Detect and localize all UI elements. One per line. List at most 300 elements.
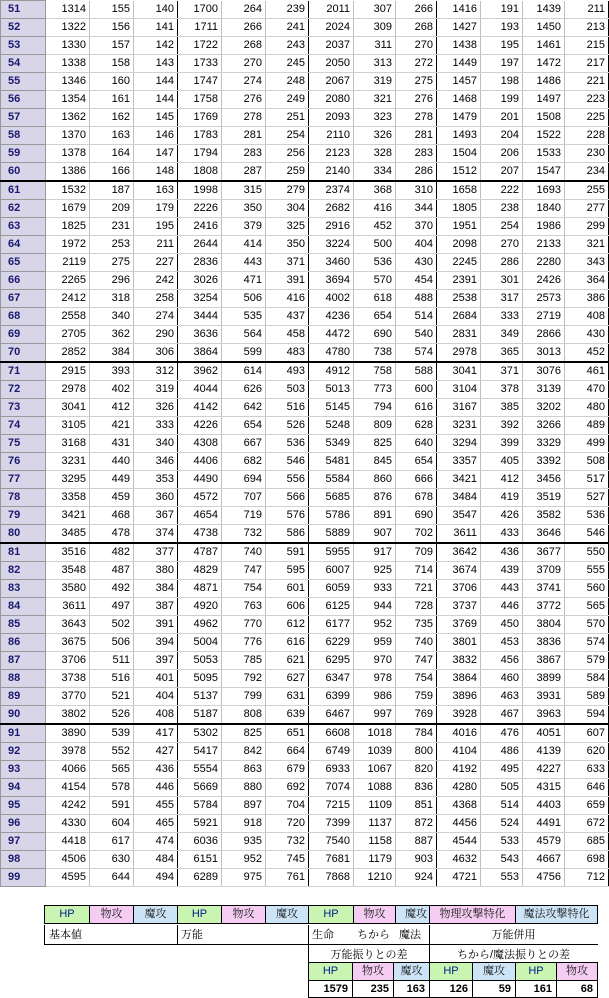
stat-cell[interactable]: 471 [222,272,266,290]
stat-cell[interactable]: 453 [481,634,523,652]
stat-cell[interactable]: 5349 [309,435,354,453]
stat-cell[interactable]: 6467 [309,706,354,725]
stat-cell[interactable]: 266 [396,1,437,19]
stat-cell[interactable]: 371 [481,362,523,381]
stat-cell[interactable]: 880 [222,779,266,797]
header-base-hp[interactable]: HP [44,905,90,924]
stat-cell[interactable]: 217 [565,55,609,73]
stat-cell[interactable]: 163 [134,181,178,200]
stat-cell[interactable]: 6749 [309,743,354,761]
stat-cell[interactable]: 397 [134,652,178,670]
stat-cell[interactable]: 4227 [523,761,565,779]
header-versatile-hp[interactable]: HP [177,905,222,924]
level-cell[interactable]: 67 [1,290,46,308]
stat-cell[interactable]: 480 [565,399,609,417]
stat-cell[interactable]: 144 [134,91,178,109]
stat-cell[interactable]: 533 [481,833,523,851]
stat-cell[interactable]: 536 [565,507,609,525]
stat-cell[interactable]: 161 [90,91,134,109]
level-cell[interactable]: 69 [1,326,46,344]
stat-cell[interactable]: 556 [266,471,309,489]
stat-cell[interactable]: 539 [90,724,134,743]
stat-cell[interactable]: 4787 [178,543,222,562]
stat-cell[interactable]: 738 [354,344,396,363]
stat-cell[interactable]: 690 [396,507,437,525]
stat-cell[interactable]: 3772 [523,598,565,616]
stat-cell[interactable]: 2123 [309,145,354,163]
stat-cell[interactable]: 256 [266,145,309,163]
stat-cell[interactable]: 3421 [437,471,481,489]
stat-cell[interactable]: 446 [481,598,523,616]
level-cell[interactable]: 58 [1,127,46,145]
stat-cell[interactable]: 427 [134,743,178,761]
stat-cell[interactable]: 276 [396,91,437,109]
stat-cell[interactable]: 1314 [46,1,90,19]
stat-cell[interactable]: 4572 [178,489,222,507]
stat-cell[interactable]: 6007 [309,562,354,580]
level-cell[interactable]: 52 [1,19,46,37]
stat-cell[interactable]: 639 [266,706,309,725]
stat-cell[interactable]: 574 [565,634,609,652]
stat-cell[interactable]: 536 [266,435,309,453]
stat-cell[interactable]: 328 [354,145,396,163]
stat-cell[interactable]: 436 [481,543,523,562]
stat-cell[interactable]: 986 [354,688,396,706]
stat-cell[interactable]: 4192 [437,761,481,779]
stat-cell[interactable]: 319 [354,73,396,91]
stat-cell[interactable]: 628 [396,417,437,435]
stat-cell[interactable]: 747 [222,562,266,580]
stat-cell[interactable]: 5013 [309,381,354,399]
stat-cell[interactable]: 1450 [523,19,565,37]
stat-cell[interactable]: 1472 [523,55,565,73]
stat-cell[interactable]: 3864 [437,670,481,688]
stat-cell[interactable]: 4756 [523,869,565,887]
level-cell[interactable]: 68 [1,308,46,326]
level-cell[interactable]: 87 [1,652,46,670]
stat-cell[interactable]: 268 [396,19,437,37]
stat-cell[interactable]: 667 [222,435,266,453]
stat-cell[interactable]: 4871 [178,580,222,598]
stat-cell[interactable]: 4829 [178,562,222,580]
stat-cell[interactable]: 495 [481,761,523,779]
stat-cell[interactable]: 3931 [523,688,565,706]
stat-cell[interactable]: 2067 [309,73,354,91]
stat-cell[interactable]: 2644 [178,236,222,254]
stat-cell[interactable]: 4368 [437,797,481,815]
level-cell[interactable]: 78 [1,489,46,507]
stat-cell[interactable]: 443 [481,580,523,598]
stat-cell[interactable]: 584 [565,670,609,688]
stat-cell[interactable]: 578 [90,779,134,797]
stat-cell[interactable]: 560 [565,580,609,598]
stat-cell[interactable]: 3485 [46,525,90,544]
stat-cell[interactable]: 2374 [309,181,354,200]
stat-cell[interactable]: 392 [481,417,523,435]
stat-cell[interactable]: 4780 [309,344,354,363]
stat-cell[interactable]: 3224 [309,236,354,254]
stat-cell[interactable]: 1386 [46,163,90,182]
stat-cell[interactable]: 290 [134,326,178,344]
stat-cell[interactable]: 732 [266,833,309,851]
level-cell[interactable]: 71 [1,362,46,381]
stat-cell[interactable]: 489 [565,417,609,435]
stat-cell[interactable]: 1378 [46,145,90,163]
stat-cell[interactable]: 1354 [46,91,90,109]
stat-cell[interactable]: 3890 [46,724,90,743]
level-cell[interactable]: 81 [1,543,46,562]
stat-cell[interactable]: 690 [354,326,396,344]
stat-cell[interactable]: 784 [396,724,437,743]
stat-cell[interactable]: 3202 [523,399,565,417]
stat-cell[interactable]: 714 [396,562,437,580]
stat-cell[interactable]: 591 [266,543,309,562]
stat-cell[interactable]: 944 [354,598,396,616]
stat-cell[interactable]: 5004 [178,634,222,652]
stat-cell[interactable]: 2226 [178,200,222,218]
stat-cell[interactable]: 412 [90,399,134,417]
stat-cell[interactable]: 616 [266,634,309,652]
stat-cell[interactable]: 1497 [523,91,565,109]
stat-cell[interactable]: 319 [134,381,178,399]
stat-cell[interactable]: 1998 [178,181,222,200]
stat-cell[interactable]: 517 [565,471,609,489]
stat-cell[interactable]: 248 [266,73,309,91]
stat-cell[interactable]: 3769 [437,616,481,634]
stat-cell[interactable]: 4738 [178,525,222,544]
stat-cell[interactable]: 195 [134,218,178,236]
stat-cell[interactable]: 344 [396,200,437,218]
stat-cell[interactable]: 384 [134,580,178,598]
stat-cell[interactable]: 148 [134,163,178,182]
stat-cell[interactable]: 2391 [437,272,481,290]
stat-cell[interactable]: 505 [481,779,523,797]
stat-cell[interactable]: 897 [222,797,266,815]
stat-cell[interactable]: 143 [134,55,178,73]
stat-cell[interactable]: 2412 [46,290,90,308]
stat-cell[interactable]: 279 [266,181,309,200]
level-cell[interactable]: 92 [1,743,46,761]
stat-cell[interactable]: 1794 [178,145,222,163]
stat-cell[interactable]: 386 [565,290,609,308]
stat-cell[interactable]: 631 [266,688,309,706]
level-cell[interactable]: 61 [1,181,46,200]
stat-cell[interactable]: 251 [266,109,309,127]
stat-cell[interactable]: 3770 [46,688,90,706]
stat-cell[interactable]: 140 [134,1,178,19]
header-physical-special[interactable]: 物理攻撃特化 [429,905,516,924]
stat-cell[interactable]: 2978 [46,381,90,399]
stat-cell[interactable]: 4308 [178,435,222,453]
stat-cell[interactable]: 419 [481,489,523,507]
stat-cell[interactable]: 227 [134,254,178,272]
stat-cell[interactable]: 222 [481,181,523,200]
stat-cell[interactable]: 614 [222,362,266,381]
stat-cell[interactable]: 492 [90,580,134,598]
stat-cell[interactable]: 276 [222,91,266,109]
level-cell[interactable]: 54 [1,55,46,73]
stat-cell[interactable]: 360 [134,489,178,507]
stat-cell[interactable]: 431 [90,435,134,453]
stat-cell[interactable]: 709 [396,543,437,562]
stat-cell[interactable]: 4506 [46,851,90,869]
stat-cell[interactable]: 275 [90,254,134,272]
stat-cell[interactable]: 1951 [437,218,481,236]
stat-cell[interactable]: 3709 [523,562,565,580]
stat-cell[interactable]: 241 [266,19,309,37]
stat-cell[interactable]: 7868 [309,869,354,887]
stat-cell[interactable]: 312 [134,362,178,381]
stat-cell[interactable]: 754 [222,580,266,598]
stat-cell[interactable]: 487 [90,562,134,580]
stat-cell[interactable]: 4154 [46,779,90,797]
stat-cell[interactable]: 333 [481,308,523,326]
stat-cell[interactable]: 334 [354,163,396,182]
stat-cell[interactable]: 2852 [46,344,90,363]
stat-cell[interactable]: 758 [354,362,396,381]
stat-cell[interactable]: 6177 [309,616,354,634]
stat-cell[interactable]: 274 [222,73,266,91]
stat-cell[interactable]: 3519 [523,489,565,507]
stat-cell[interactable]: 565 [565,598,609,616]
stat-cell[interactable]: 223 [565,91,609,109]
stat-cell[interactable]: 3460 [309,254,354,272]
stat-cell[interactable]: 1346 [46,73,90,91]
stat-cell[interactable]: 349 [481,326,523,344]
stat-cell[interactable]: 211 [565,1,609,19]
stat-cell[interactable]: 437 [266,308,309,326]
level-cell[interactable]: 90 [1,706,46,725]
stat-cell[interactable]: 527 [565,489,609,507]
stat-cell[interactable]: 546 [565,525,609,544]
stat-cell[interactable]: 4242 [46,797,90,815]
stat-cell[interactable]: 666 [396,471,437,489]
stat-cell[interactable]: 997 [354,706,396,725]
stat-cell[interactable]: 321 [354,91,396,109]
stat-cell[interactable]: 333 [134,417,178,435]
stat-cell[interactable]: 3611 [46,598,90,616]
level-cell[interactable]: 84 [1,598,46,616]
stat-cell[interactable]: 640 [396,435,437,453]
stat-cell[interactable]: 719 [222,507,266,525]
stat-cell[interactable]: 543 [481,851,523,869]
stat-cell[interactable]: 2093 [309,109,354,127]
stat-cell[interactable]: 147 [134,145,178,163]
stat-cell[interactable]: 408 [565,308,609,326]
stat-cell[interactable]: 187 [90,181,134,200]
stat-cell[interactable]: 536 [354,254,396,272]
stat-cell[interactable]: 925 [354,562,396,580]
stat-cell[interactable]: 3041 [437,362,481,381]
stat-cell[interactable]: 3456 [523,471,565,489]
stat-cell[interactable]: 4280 [437,779,481,797]
stat-cell[interactable]: 164 [90,145,134,163]
stat-cell[interactable]: 3231 [437,417,481,435]
stat-cell[interactable]: 4962 [178,616,222,634]
stat-cell[interactable]: 825 [222,724,266,743]
stat-cell[interactable]: 4315 [523,779,565,797]
stat-cell[interactable]: 483 [266,344,309,363]
stat-cell[interactable]: 3643 [46,616,90,634]
stat-cell[interactable]: 763 [222,598,266,616]
stat-cell[interactable]: 1370 [46,127,90,145]
stat-cell[interactable]: 258 [134,290,178,308]
stat-cell[interactable]: 377 [134,543,178,562]
stat-cell[interactable]: 761 [266,869,309,887]
stat-cell[interactable]: 2916 [309,218,354,236]
stat-cell[interactable]: 286 [396,163,437,182]
stat-cell[interactable]: 287 [222,163,266,182]
stat-cell[interactable]: 5784 [178,797,222,815]
level-cell[interactable]: 65 [1,254,46,272]
stat-cell[interactable]: 3105 [46,417,90,435]
stat-cell[interactable]: 494 [134,869,178,887]
stat-cell[interactable]: 272 [396,55,437,73]
stat-cell[interactable]: 325 [266,218,309,236]
stat-cell[interactable]: 773 [354,381,396,399]
stat-cell[interactable]: 350 [222,200,266,218]
diff-sm-magic-header[interactable]: 魔攻 [472,962,516,981]
stat-cell[interactable]: 391 [266,272,309,290]
stat-cell[interactable]: 3582 [523,507,565,525]
stat-cell[interactable]: 728 [396,598,437,616]
stat-cell[interactable]: 3295 [46,471,90,489]
stat-cell[interactable]: 2866 [523,326,565,344]
stat-cell[interactable]: 863 [222,761,266,779]
stat-cell[interactable]: 685 [565,833,609,851]
stat-cell[interactable]: 254 [266,127,309,145]
stat-cell[interactable]: 799 [222,688,266,706]
stat-cell[interactable]: 3636 [178,326,222,344]
stat-cell[interactable]: 918 [222,815,266,833]
stat-cell[interactable]: 574 [396,344,437,363]
stat-cell[interactable]: 402 [90,381,134,399]
stat-cell[interactable]: 975 [222,869,266,887]
level-cell[interactable]: 72 [1,381,46,399]
stat-cell[interactable]: 399 [481,435,523,453]
stat-cell[interactable]: 1427 [437,19,481,37]
stat-cell[interactable]: 1512 [437,163,481,182]
stat-cell[interactable]: 1783 [178,127,222,145]
stat-cell[interactable]: 239 [266,1,309,19]
stat-cell[interactable]: 7074 [309,779,354,797]
stat-cell[interactable]: 759 [396,688,437,706]
stat-cell[interactable]: 221 [565,73,609,91]
stat-cell[interactable]: 3013 [523,344,565,363]
stat-cell[interactable]: 550 [565,543,609,562]
stat-cell[interactable]: 228 [565,127,609,145]
stat-cell[interactable]: 281 [396,127,437,145]
stat-cell[interactable]: 299 [565,218,609,236]
level-cell[interactable]: 86 [1,634,46,652]
stat-cell[interactable]: 204 [481,127,523,145]
stat-cell[interactable]: 654 [396,453,437,471]
diff-versatile-magic-header[interactable]: 魔攻 [393,962,430,981]
stat-cell[interactable]: 476 [481,724,523,743]
stat-cell[interactable]: 546 [266,453,309,471]
stat-cell[interactable]: 3548 [46,562,90,580]
stat-cell[interactable]: 195 [481,37,523,55]
stat-cell[interactable]: 1486 [523,73,565,91]
stat-cell[interactable]: 720 [266,815,309,833]
stat-cell[interactable]: 535 [222,308,266,326]
stat-cell[interactable]: 436 [134,761,178,779]
stat-cell[interactable]: 785 [222,652,266,670]
stat-cell[interactable]: 3231 [46,453,90,471]
header-base-phys[interactable]: 物攻 [89,905,134,924]
stat-cell[interactable]: 1679 [46,200,90,218]
stat-cell[interactable]: 5137 [178,688,222,706]
stat-cell[interactable]: 163 [90,127,134,145]
stat-cell[interactable]: 5145 [309,399,354,417]
stat-cell[interactable]: 5187 [178,706,222,725]
stat-cell[interactable]: 2538 [437,290,481,308]
stat-cell[interactable]: 421 [90,417,134,435]
stat-cell[interactable]: 3642 [437,543,481,562]
stat-cell[interactable]: 304 [266,200,309,218]
stat-cell[interactable]: 664 [266,743,309,761]
stat-cell[interactable]: 296 [90,272,134,290]
stat-cell[interactable]: 907 [354,525,396,544]
stat-cell[interactable]: 5417 [178,743,222,761]
stat-cell[interactable]: 317 [481,290,523,308]
stat-cell[interactable]: 231 [90,218,134,236]
stat-cell[interactable]: 1067 [354,761,396,779]
stat-cell[interactable]: 7681 [309,851,354,869]
stat-cell[interactable]: 478 [90,525,134,544]
level-cell[interactable]: 59 [1,145,46,163]
level-cell[interactable]: 63 [1,218,46,236]
stat-cell[interactable]: 654 [354,308,396,326]
stat-cell[interactable]: 6608 [309,724,354,743]
stat-cell[interactable]: 340 [134,435,178,453]
stat-cell[interactable]: 146 [134,127,178,145]
stat-cell[interactable]: 3421 [46,507,90,525]
header-split-phys[interactable]: 物攻 [353,905,396,924]
stat-cell[interactable]: 380 [134,562,178,580]
stat-cell[interactable]: 3896 [437,688,481,706]
stat-cell[interactable]: 306 [134,344,178,363]
stat-cell[interactable]: 270 [396,37,437,55]
stat-cell[interactable]: 412 [481,471,523,489]
stat-cell[interactable]: 3168 [46,435,90,453]
stat-cell[interactable]: 959 [354,634,396,652]
stat-cell[interactable]: 238 [481,200,523,218]
stat-cell[interactable]: 924 [396,869,437,887]
stat-cell[interactable]: 1457 [437,73,481,91]
stat-cell[interactable]: 1504 [437,145,481,163]
stat-cell[interactable]: 367 [134,507,178,525]
stat-cell[interactable]: 3580 [46,580,90,598]
stat-cell[interactable]: 6151 [178,851,222,869]
stat-cell[interactable]: 3801 [437,634,481,652]
stat-cell[interactable]: 166 [90,163,134,182]
stat-cell[interactable]: 2245 [437,254,481,272]
stat-cell[interactable]: 1533 [523,145,565,163]
stat-cell[interactable]: 426 [481,507,523,525]
stat-cell[interactable]: 6399 [309,688,354,706]
level-cell[interactable]: 85 [1,616,46,634]
stat-cell[interactable]: 599 [222,344,266,363]
stat-cell[interactable]: 842 [222,743,266,761]
stat-cell[interactable]: 488 [396,290,437,308]
stat-cell[interactable]: 3804 [523,616,565,634]
stat-cell[interactable]: 321 [565,236,609,254]
level-cell[interactable]: 74 [1,417,46,435]
stat-cell[interactable]: 506 [222,290,266,308]
stat-cell[interactable]: 3516 [46,543,90,562]
stat-cell[interactable]: 199 [481,91,523,109]
